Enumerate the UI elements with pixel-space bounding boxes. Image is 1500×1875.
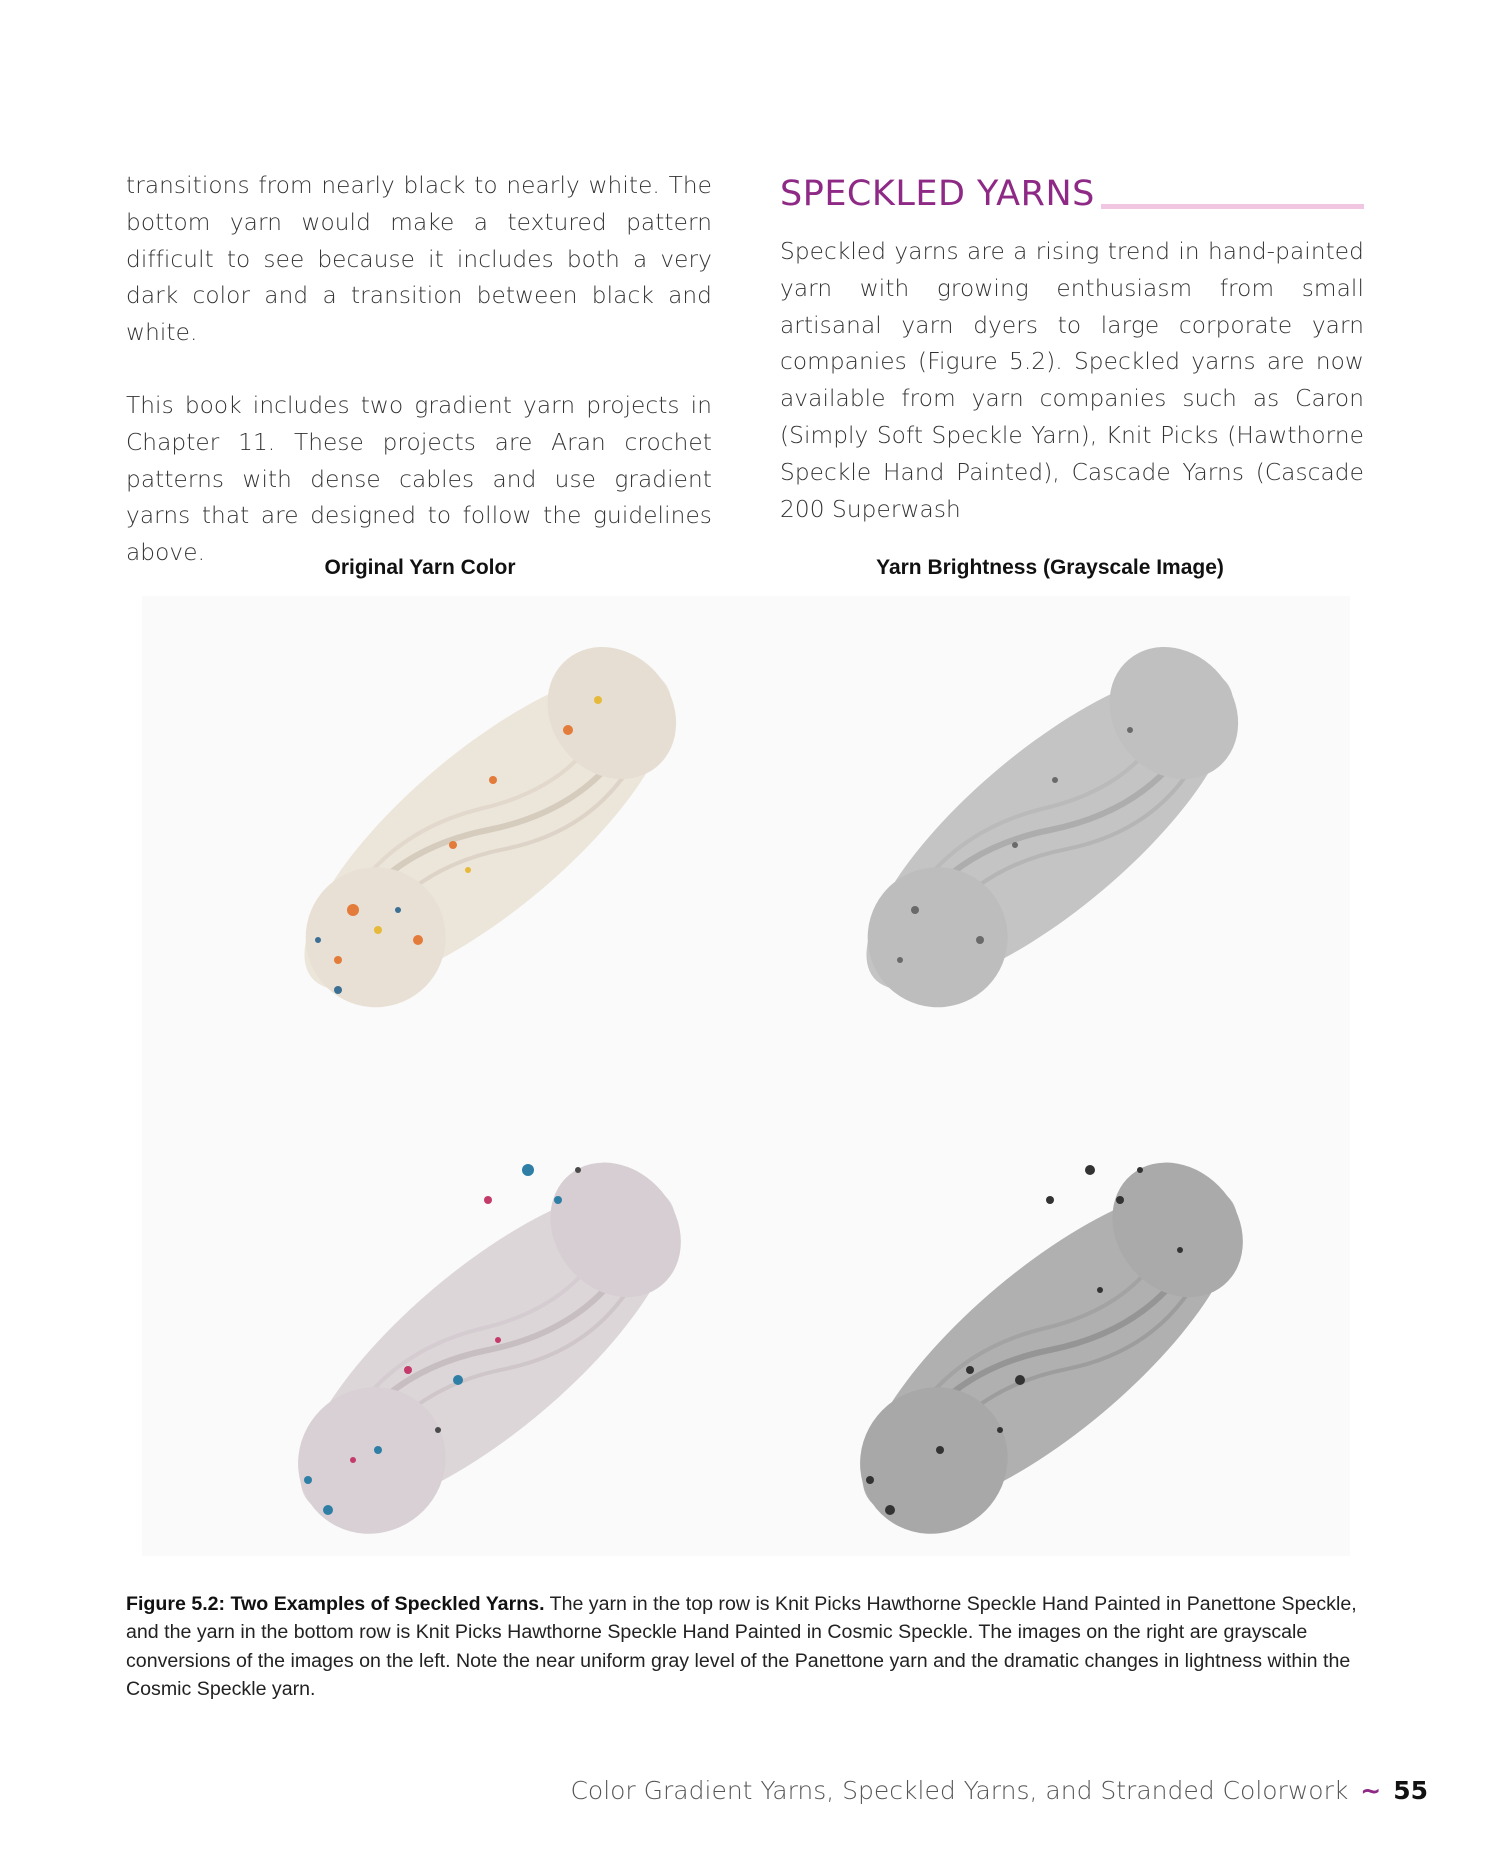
cosmic-color-skein-image (238, 1130, 738, 1570)
figure-caption-body: The yarn in the top row is Knit Picks Hawthorne Speckle Hand Painted in Panettone Speckle, and the yarn in the bottom row is Knit Picks Hawthorne Speckle Hand Painted in Cosmic Speckle. The images on the right are grayscale conversions of the images on the left. Note the near uniform gray level of the Panettone yarn and the dramatic changes in lightness within the Cosmic Speckle yarn. (126, 1593, 1357, 1701)
right-column (780, 168, 1364, 528)
left-paragraph-2: This book includes two gradient yarn projects in Chapter 11. These projects are Aran crochet patterns with dense cables and use gradient yarns that are designed to follow the guidelines above. (126, 391, 712, 567)
page-number: 55 (1393, 1776, 1428, 1805)
page-footer (570, 1776, 1428, 1805)
cosmic-grayscale-skein-image (800, 1130, 1300, 1570)
figure-caption-title: Figure 5.2: Two Examples of Speckled Yarns. (126, 1593, 545, 1615)
panettone-color-skein-image (238, 610, 738, 1050)
figure-label-original: Original Yarn Color (324, 556, 516, 579)
figure-label-grayscale: Yarn Brightness (Grayscale Image) (876, 556, 1224, 579)
section-heading (780, 168, 1364, 212)
left-paragraph-1: transitions from nearly black to nearly white. The bottom yarn would make a textured pattern difficult to see because it includes both a very dark color and a transition between black and white. (126, 172, 712, 347)
left-column (126, 168, 712, 572)
panettone-grayscale-skein-image (800, 610, 1300, 1050)
section-title: SPECKLED YARNS (780, 174, 1095, 214)
footer-separator: ~ (1360, 1776, 1382, 1805)
running-title: Color Gradient Yarns, Speckled Yarns, and Stranded Colorwork (570, 1776, 1349, 1805)
heading-rule (1101, 204, 1364, 209)
figure-caption (126, 1590, 1364, 1704)
right-paragraph-1: Speckled yarns are a rising trend in hand-painted yarn with growing enthusiasm from small artisanal yarn dyers to large corporate yarn companies (Figure 5.2). Speckled yarns are now available from yarn companies such as Caron (Simply Soft Speckle Yarn), Knit Picks (Hawthorne Speckle Hand Painted), Cascade Yarns (Cascade 200 Superwash (780, 238, 1364, 523)
